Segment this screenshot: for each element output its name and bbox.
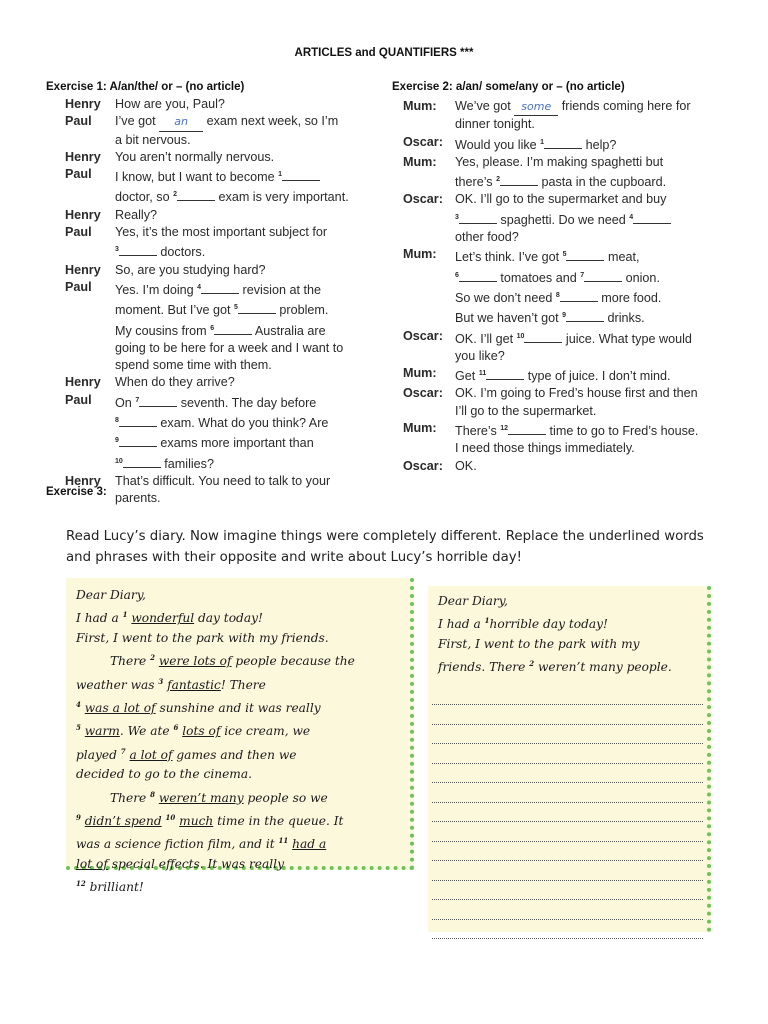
dialogue-line: Oscar: Would you like $^1$ help?: [403, 134, 723, 154]
speaker-name: Paul: [65, 114, 92, 129]
dialogue-line: Mum: There’s $^{12}$ time to go to Fred’s house.: [403, 420, 723, 440]
dialogue-line: other food?: [403, 229, 723, 246]
blank-3[interactable]: [119, 244, 157, 256]
speaker-name: [403, 267, 455, 287]
underlined-word-1: wonderful: [131, 611, 195, 626]
writing-line[interactable]: [432, 842, 703, 862]
dialogue-line: But we haven’t got $^9$ drinks.: [403, 307, 723, 327]
speaker-name: [65, 412, 115, 432]
blank-8[interactable]: [560, 290, 598, 302]
dialogue-line: My cousins from $^6$ Australia are: [65, 320, 375, 340]
blank-3[interactable]: [459, 212, 497, 224]
dialogue-line: parents.: [65, 490, 375, 507]
speaker-name: Paul: [65, 392, 92, 407]
example-answer: some: [514, 98, 558, 116]
blank-6[interactable]: [214, 323, 252, 335]
speaker-name: Paul: [65, 279, 92, 294]
dialogue-line: $^3$ doctors.: [65, 241, 375, 261]
speaker-name: Henry: [65, 207, 101, 222]
speaker-name: [403, 116, 455, 133]
dialogue-line: Oscar: OK.: [403, 458, 723, 475]
writing-line[interactable]: [432, 803, 703, 823]
underlined-word-3: fantastic: [167, 677, 221, 692]
dialogue-line: $^6$ tomatoes and $^7$ onion.: [403, 267, 723, 287]
speaker-name: [403, 307, 455, 327]
speaker-name: [65, 340, 115, 357]
speaker-name: Oscar:: [403, 458, 443, 473]
speaker-name: [65, 299, 115, 319]
speaker-name: Paul: [65, 167, 92, 182]
speaker-name: Henry: [65, 149, 101, 164]
speaker-name: Oscar:: [403, 328, 443, 343]
exercise-1-heading: Exercise 1: A/an/the/ or – (no article): [46, 81, 245, 93]
speaker-name: [65, 132, 115, 149]
underlined-word-5: warm: [84, 724, 120, 739]
dialogue-line: Mum: Let’s think. I’ve got $^5$ meat,: [403, 246, 723, 266]
speaker-name: [65, 186, 115, 206]
writing-line[interactable]: [432, 920, 703, 940]
dialogue-line: moment. But I’ve got $^5$ problem.: [65, 299, 375, 319]
blank-1[interactable]: [282, 169, 320, 181]
underlined-word-11: had a: [292, 837, 327, 852]
answer-writing-lines[interactable]: [428, 686, 707, 940]
underlined-word-6: lots of: [182, 724, 221, 739]
speaker-name: Henry: [65, 97, 101, 111]
writing-line[interactable]: [432, 783, 703, 803]
dialogue-line: $^{10}$ families?: [65, 453, 375, 473]
exercise-2-dialogue: [403, 98, 723, 475]
diary-note-answer: Dear Diary, I had a $^1$horrible day today! First, I went to the park with my friends. There $^2$ weren’t many people.: [428, 586, 711, 932]
speaker-name: Mum:: [403, 366, 437, 381]
blank-6[interactable]: [459, 270, 497, 282]
speaker-name: [403, 440, 455, 457]
speaker-name: [403, 229, 455, 246]
blank-4[interactable]: [633, 212, 671, 224]
speaker-name: [65, 241, 115, 261]
speaker-name: Henry: [65, 375, 101, 390]
speaker-name: [65, 320, 115, 340]
page-title: ARTICLES and QUANTIFIERS ***: [294, 47, 474, 59]
dialogue-line: there’s $^2$ pasta in the cupboard.: [403, 171, 723, 191]
dialogue-line: Henry You aren’t normally nervous.: [65, 149, 375, 166]
writing-line[interactable]: [432, 705, 703, 725]
exercise-3-instructions: Read Lucy’s diary. Now imagine things were completely different. Replace the underlined words and phrases with their opposite and write about Lucy’s horrible day!: [66, 529, 704, 565]
diary-greeting: Dear Diary,: [76, 588, 146, 602]
dialogue-line: Henry How are you, Paul?: [65, 96, 375, 113]
dialogue-line: Mum: Yes, please. I’m making spaghetti but: [403, 154, 723, 171]
dialogue-line: Paul I know, but I want to become $^1$: [65, 166, 375, 186]
example-answer: an: [159, 113, 203, 131]
dialogue-line: dinner tonight.: [403, 116, 723, 133]
speaker-name: Mum:: [403, 247, 437, 262]
diary-note-original: Dear Diary, I had a $^1$ wonderful day today! First, I went to the park with my friends. There $^2$ were lots of people because the weather was $^3$ fantastic! There $^4$ was a lot of sunshine and it was really $^5$ warm. We ate $^6$ lots of ice cream, we played $^7$ a lot of games and then we decided to go to the cinema. There $^8$ weren’t many people so we $^9$ didn’t spend $^{10}$ much time in the queue. It was a science fiction film, and it $^{11}$ had a lot of special effects. It was really $^{12}$ brilliant!: [66, 578, 414, 870]
speaker-name: Mum:: [403, 99, 437, 113]
speaker-name: [65, 453, 115, 473]
writing-line[interactable]: [432, 764, 703, 784]
dialogue-line: Mum: We’ve got some friends coming here for: [403, 98, 723, 116]
dialogue-line: I need those things immediately.: [403, 440, 723, 457]
blank-8[interactable]: [119, 415, 157, 427]
underlined-word-8: weren’t many: [158, 790, 244, 805]
underlined-word-9: didn’t spend: [84, 814, 162, 829]
blank-11[interactable]: [486, 368, 524, 380]
blank-4[interactable]: [201, 282, 239, 294]
speaker-name: Oscar:: [403, 134, 443, 149]
blank-1[interactable]: [544, 137, 582, 149]
speaker-name: Oscar:: [403, 192, 443, 207]
blank-9[interactable]: [119, 435, 157, 447]
speaker-name: Henry: [65, 262, 101, 277]
dialogue-line: Oscar: OK. I’m going to Fred’s house first and then: [403, 385, 723, 402]
dialogue-line: spend some time with them.: [65, 357, 375, 374]
dialogue-line: So we don’t need $^8$ more food.: [403, 287, 723, 307]
dialogue-line: $^8$ exam. What do you think? Are: [65, 412, 375, 432]
dialogue-line: Oscar: OK. I’ll go to the supermarket and buy: [403, 191, 723, 208]
dialogue-line: a bit nervous.: [65, 132, 375, 149]
speaker-name: [403, 348, 455, 365]
dialogue-line: going to be here for a week and I want to: [65, 340, 375, 357]
dialogue-line: Paul Yes. I’m doing $^4$ revision at the: [65, 279, 375, 299]
speaker-name: [403, 171, 455, 191]
speaker-name: [403, 403, 455, 420]
exercise-2-heading: Exercise 2: a/an/ some/any or – (no article): [392, 81, 625, 93]
blank-5[interactable]: [566, 249, 604, 261]
blank-7[interactable]: [139, 395, 177, 407]
speaker-name: Mum:: [403, 421, 437, 436]
dialogue-line: Henry When do they arrive?: [65, 374, 375, 391]
dialogue-line: Paul On $^7$ seventh. The day before: [65, 392, 375, 412]
speaker-name: Paul: [65, 225, 92, 240]
blank-12[interactable]: [508, 423, 546, 435]
blank-2[interactable]: [500, 174, 538, 186]
blank-10[interactable]: [123, 456, 161, 468]
writing-line[interactable]: [432, 744, 703, 764]
blank-7[interactable]: [584, 270, 622, 282]
blank-5[interactable]: [238, 302, 276, 314]
speaker-name: [403, 287, 455, 307]
underlined-word-10: much: [179, 814, 214, 829]
dialogue-line: Henry Really?: [65, 207, 375, 224]
speaker-name: Mum:: [403, 154, 437, 169]
dialogue-line: Paul I’ve got an exam next week, so I’m: [65, 113, 375, 131]
underlined-word-7: a lot of: [129, 747, 173, 762]
dialogue-line: Henry That’s difficult. You need to talk to your: [65, 473, 375, 490]
dialogue-line: I’ll go to the supermarket.: [403, 403, 723, 420]
speaker-name: [65, 357, 115, 374]
dialogue-line: Mum: Get $^{11}$ type of juice. I don’t mind.: [403, 365, 723, 385]
answer-greeting: Dear Diary,: [438, 594, 508, 608]
writing-line[interactable]: [432, 822, 703, 842]
speaker-name: [403, 209, 455, 229]
dialogue-line: Oscar: OK. I’ll get $^{10}$ juice. What type would: [403, 328, 723, 348]
blank-10[interactable]: [524, 331, 562, 343]
blank-2[interactable]: [177, 189, 215, 201]
dialogue-line: doctor, so $^2$ exam is very important.: [65, 186, 375, 206]
underlined-word-2: were lots of: [158, 654, 232, 669]
writing-line[interactable]: [432, 861, 703, 881]
speaker-name: [65, 432, 115, 452]
dialogue-line: you like?: [403, 348, 723, 365]
blank-9[interactable]: [566, 310, 604, 322]
underlined-word-12: brilliant!: [89, 880, 144, 895]
exercise-3-heading: Exercise 3:: [46, 486, 107, 498]
exercise-1-dialogue: [65, 96, 375, 508]
speaker-name: Oscar:: [403, 386, 443, 401]
dialogue-line: Henry So, are you studying hard?: [65, 262, 375, 279]
underlined-word-4: was a lot of: [84, 701, 156, 716]
writing-line[interactable]: [432, 686, 703, 706]
dialogue-line: Paul Yes, it’s the most important subject for: [65, 224, 375, 241]
writing-line[interactable]: [432, 725, 703, 745]
dialogue-line: $^9$ exams more important than: [65, 432, 375, 452]
speaker-name: Henry: [65, 473, 101, 488]
writing-line[interactable]: [432, 881, 703, 901]
writing-line[interactable]: [432, 900, 703, 920]
dialogue-line: $^3$ spaghetti. Do we need $^4$: [403, 209, 723, 229]
